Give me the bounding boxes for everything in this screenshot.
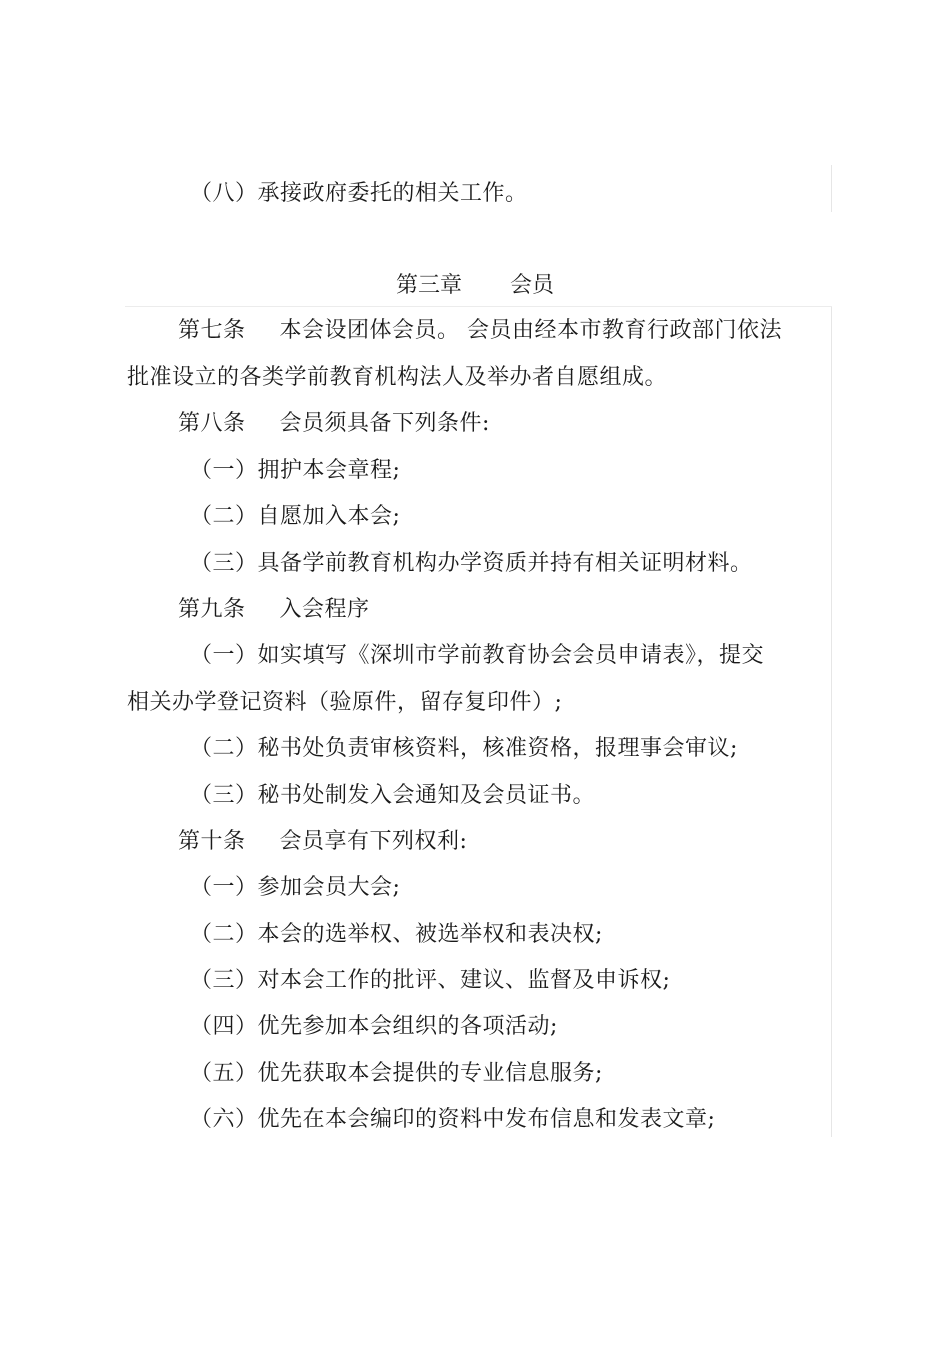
article-7-line-2: 批准设立的各类学前教育机构法人及举办者自愿组成。 <box>127 365 668 390</box>
article-8-heading <box>178 410 490 438</box>
right-margin-rule-main <box>831 307 832 1137</box>
chapter-number: 第三章 <box>395 273 462 298</box>
article-9-item-1-line-2: 相关办学登记资料（验原件，留存复印件）; <box>127 690 563 715</box>
right-margin-rule-top <box>831 165 832 212</box>
article-10-item-6: （六）优先在本会编印的资料中发布信息和发表文章; <box>190 1107 716 1132</box>
article-10-heading <box>178 828 467 856</box>
article-8-text: 会员须具备下列条件: <box>279 411 490 436</box>
section-divider <box>125 306 832 307</box>
article-10-label: 第十条 <box>178 829 246 854</box>
article-7-text: 本会设团体会员。 会员由经本市教育行政部门依法 <box>279 318 783 343</box>
article-9-item-3: （三）秘书处制发入会通知及会员证书。 <box>190 783 596 808</box>
article-10-item-2: （二）本会的选举权、被选举权和表决权; <box>190 922 603 947</box>
article-10-item-1: （一）参加会员大会; <box>190 875 401 900</box>
chapter-title: 会员 <box>510 273 555 298</box>
article-9-label: 第九条 <box>178 597 246 622</box>
article-8-item-2: （二）自愿加入本会; <box>190 504 401 529</box>
chapter-heading <box>0 272 950 300</box>
item-eight: （八）承接政府委托的相关工作。 <box>190 181 528 206</box>
article-7-line-1 <box>178 317 782 345</box>
article-8-item-3: （三）具备学前教育机构办学资质并持有相关证明材料。 <box>190 551 753 576</box>
article-7-label: 第七条 <box>178 318 246 343</box>
article-9-item-1-line-1: （一）如实填写《深圳市学前教育协会会员申请表》，提交 <box>190 643 765 668</box>
article-9-item-2: （二）秘书处负责审核资料，核准资格，报理事会审议; <box>190 736 738 761</box>
article-8-item-1: （一）拥护本会章程; <box>190 458 401 483</box>
article-9-text: 入会程序 <box>279 597 370 622</box>
article-10-item-3: （三）对本会工作的批评、建议、监督及申诉权; <box>190 968 671 993</box>
article-10-text: 会员享有下列权利: <box>279 829 468 854</box>
article-9-heading <box>178 596 370 624</box>
article-10-item-4: （四）优先参加本会组织的各项活动; <box>190 1014 558 1039</box>
article-10-item-5: （五）优先获取本会提供的专业信息服务; <box>190 1061 603 1086</box>
article-8-label: 第八条 <box>178 411 246 436</box>
